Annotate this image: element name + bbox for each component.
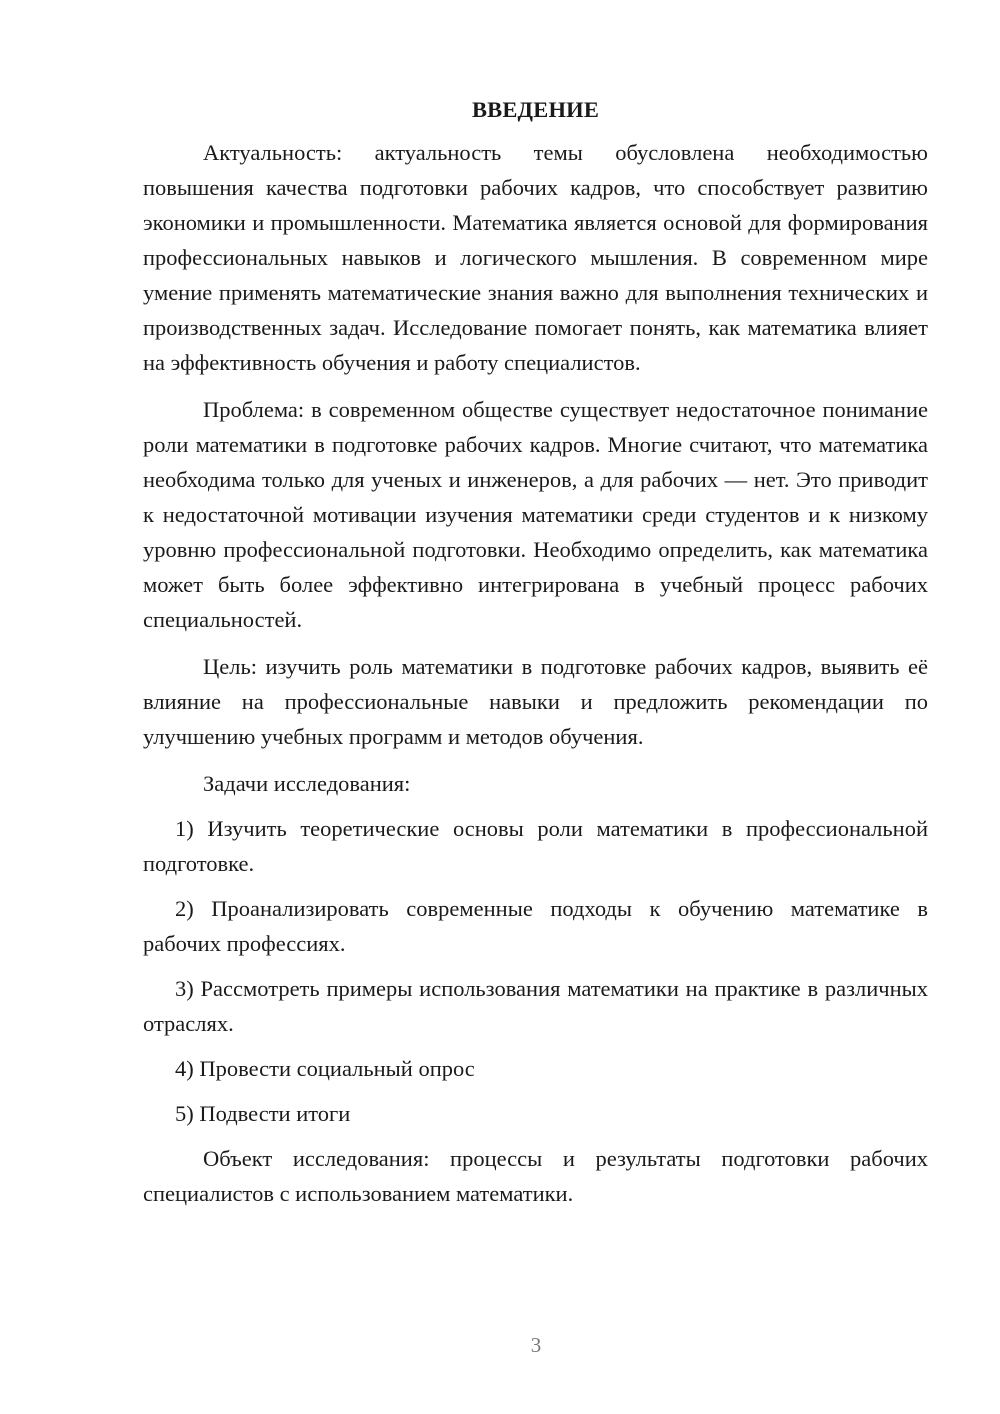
paragraph-goal: Цель: изучить роль математики в подготовке рабочих кадров, выявить её влияние на профессиональные навыки и предложить рекомендации по улучшению учебных программ и методов обучения. [143, 654, 928, 749]
section-title: ВВЕДЕНИЕ [471, 97, 600, 122]
task-item-4: 4) Провести социальный опрос [175, 1056, 475, 1081]
paragraph-relevance: Актуальность: актуальность темы обусловлена необходимостью повышения качества подготовки рабочих кадров, что способствует развитию экономики и промышленности. Математика является основой для формирования профессиональных навыков и логического мышления. В современном мире умение применять математические знания важно для выполнения технических и производственных задач. Исследование помогает понять, как математика влияет на эффективность обучения и работу специалистов. [143, 140, 928, 375]
task-item-2: 2) Проанализировать современные подходы к обучению математике в рабочих профессиях. [143, 896, 928, 956]
task-item-3: 3) Рассмотреть примеры использования математики на практике в различных отраслях. [143, 976, 928, 1036]
task-item-5: 5) Подвести итоги [175, 1101, 351, 1126]
task-item-1: 1) Изучить теоретические основы роли математики в профессиональной подготовке. [143, 816, 928, 876]
paragraph-object: Объект исследования: процессы и результаты подготовки рабочих специалистов с использованием математики. [143, 1146, 928, 1206]
page-number: 3 [530, 1333, 542, 1357]
document-page [143, 92, 928, 1223]
tasks-heading: Задачи исследования: [203, 771, 411, 796]
paragraph-problem: Проблема: в современном обществе существует недостаточное понимание роли математики в подготовке рабочих кадров. Многие считают, что математика необходима только для ученых и инженеров, а для рабочих — нет. Это приводит к недостаточной мотивации изучения математики среди студентов и к низкому уровню профессиональной подготовки. Необходимо определить, как математика может быть более эффективно интегрирована в учебный процесс рабочих специальностей. [143, 397, 928, 632]
